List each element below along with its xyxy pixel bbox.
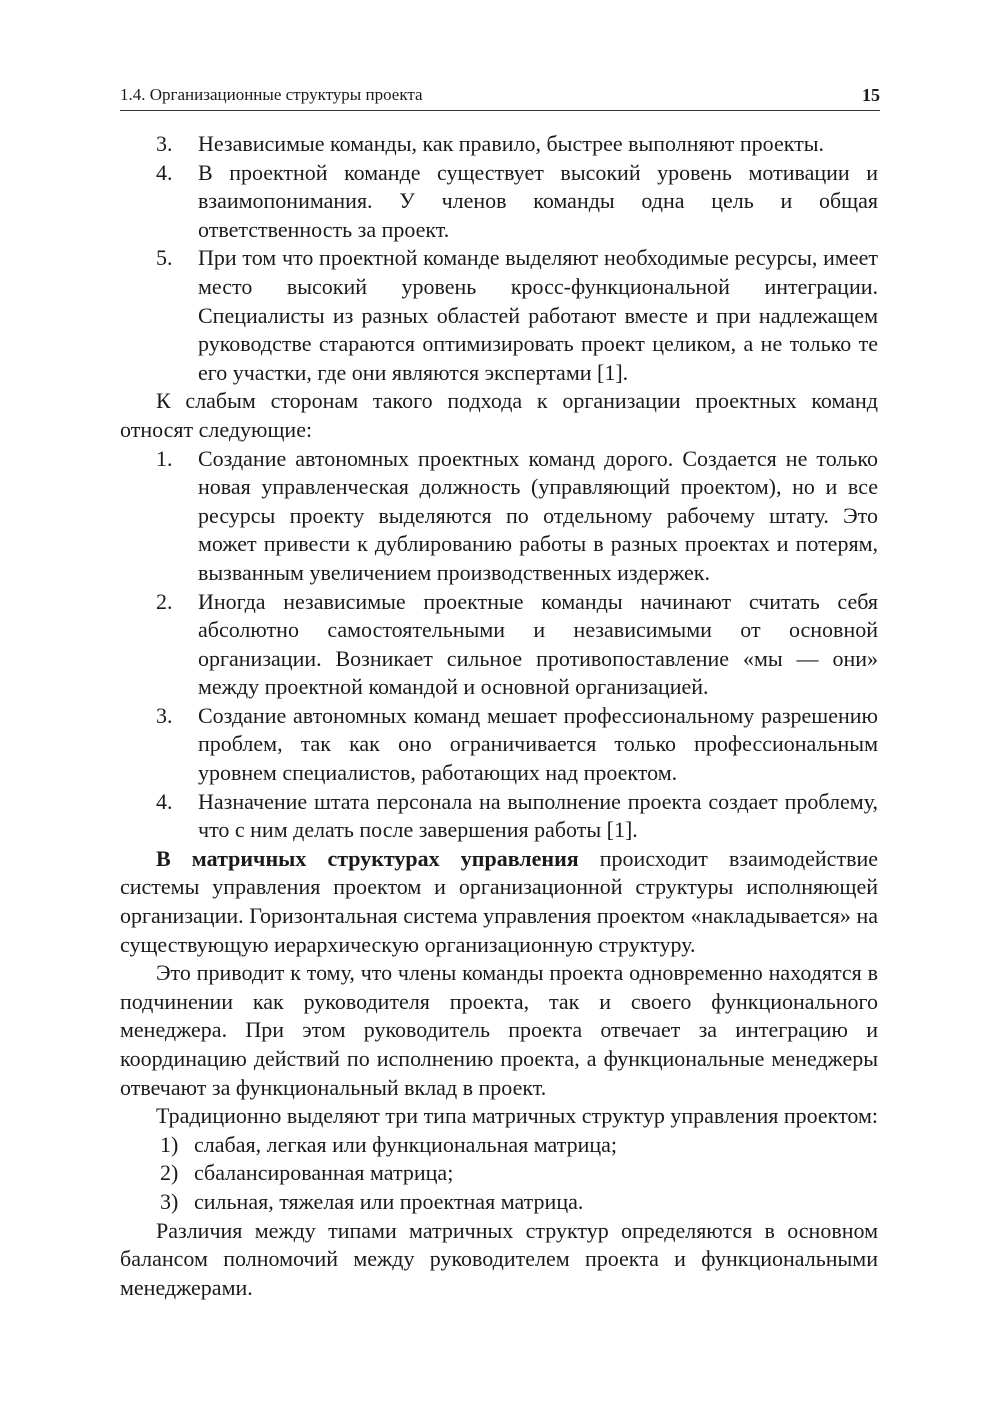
- body-text: [120, 130, 878, 1302]
- paragraph-subordination: Это приводит к тому, что члены команды проекта одновременно находятся в подчинении как руководителя проекта, так и своего функционального менеджера. При этом руководитель проекта отвечает за интеграцию и координацию действий по исполнению проекта, а функциональные менеджеры отвечают за функциональный вклад в проект.: [120, 960, 878, 1100]
- list-item: [120, 1131, 878, 1160]
- list-number: 2.: [156, 588, 173, 614]
- list-number: 3.: [156, 702, 173, 728]
- list-number: 3): [160, 1188, 179, 1214]
- list-number: 3.: [156, 131, 173, 156]
- list-item: [120, 159, 878, 245]
- list-item: [120, 588, 878, 702]
- list-text: Иногда независимые проектные команды начинают считать себя абсолютно самостоятельными и независимыми от основной организации. Возникает сильное противопоставление «мы — они» между проектной командой и основной организацией.: [198, 588, 878, 700]
- list-text: сбалансированная матрица;: [194, 1160, 454, 1186]
- list-item: [120, 130, 878, 159]
- list-item: [120, 788, 878, 845]
- list-item: [120, 1188, 878, 1217]
- list-number: 1): [160, 1131, 179, 1157]
- list-text: Назначение штата персонала на выполнение проекта создает проблему, что с ним делать после завершения работы [1].: [198, 788, 878, 843]
- list-text: слабая, легкая или функциональная матрица;: [194, 1131, 618, 1157]
- list-number: 1.: [156, 445, 173, 471]
- paragraph-matrix-types: Традиционно выделяют три типа матричных структур управления проектом:: [156, 1103, 879, 1129]
- list-item: [120, 702, 878, 788]
- paragraph-weak-sides: К слабым сторонам такого подхода к организации проектных команд относят следующие:: [120, 388, 878, 442]
- list-number: 4.: [156, 788, 173, 814]
- list-text: Независимые команды, как правило, быстрее выполняют проекты.: [198, 131, 825, 156]
- list-text: При том что проектной команде выделяют необходимые ресурсы, имеет место высокий уровень кросс-функциональной интеграции. Специалисты из разных областей работают вместе и при надлежащем руководстве стараются оптимизировать проект целиком, а не только те его участки, где они являются экспертами [1].: [198, 245, 878, 385]
- paragraph-matrix: [120, 845, 878, 959]
- paragraph-differences: Различия между типами матричных структур определяются в основном балансом полномочий между руководителем проекта и функциональными менеджерами.: [120, 1217, 878, 1300]
- section-title: 1.4. Организационные структуры проекта: [120, 85, 423, 104]
- list-number: 2): [160, 1160, 179, 1186]
- list-item: [120, 445, 878, 588]
- list-text: В проектной команде существует высокий уровень мотивации и взаимопонимания. У членов команды одна цель и общая ответственность за проект.: [198, 159, 878, 242]
- list-number: 4.: [156, 159, 173, 185]
- list-text: сильная, тяжелая или проектная матрица.: [194, 1188, 584, 1214]
- list-text: Создание автономных проектных команд дорого. Создается не только новая управленческая должность (управляющий проектом), но и все ресурсы проекту выделяются по отдельному рабочему штату. Это может привести к дублированию работы в разных проектах и потерям, вызванным увеличением производственных издержек.: [198, 445, 878, 585]
- running-header: [120, 78, 880, 111]
- page-number: 15: [862, 85, 880, 105]
- list-item: [120, 244, 878, 387]
- bold-term: В матричных структурах управления: [156, 845, 579, 871]
- list-number: 5.: [156, 245, 173, 271]
- list-item: [120, 1159, 878, 1188]
- paragraph-matrix-text: происходит взаимодействие системы управления проектом и организационной структуры исполняющей организации. Горизонтальная система управления проектом «накладывается» на существующую иерархическую организационную структуру.: [120, 845, 878, 957]
- list-text: Создание автономных команд мешает профессиональному разрешению проблем, так как оно ограничивается только профессиональным уровнем специалистов, работающих над проектом.: [198, 702, 878, 786]
